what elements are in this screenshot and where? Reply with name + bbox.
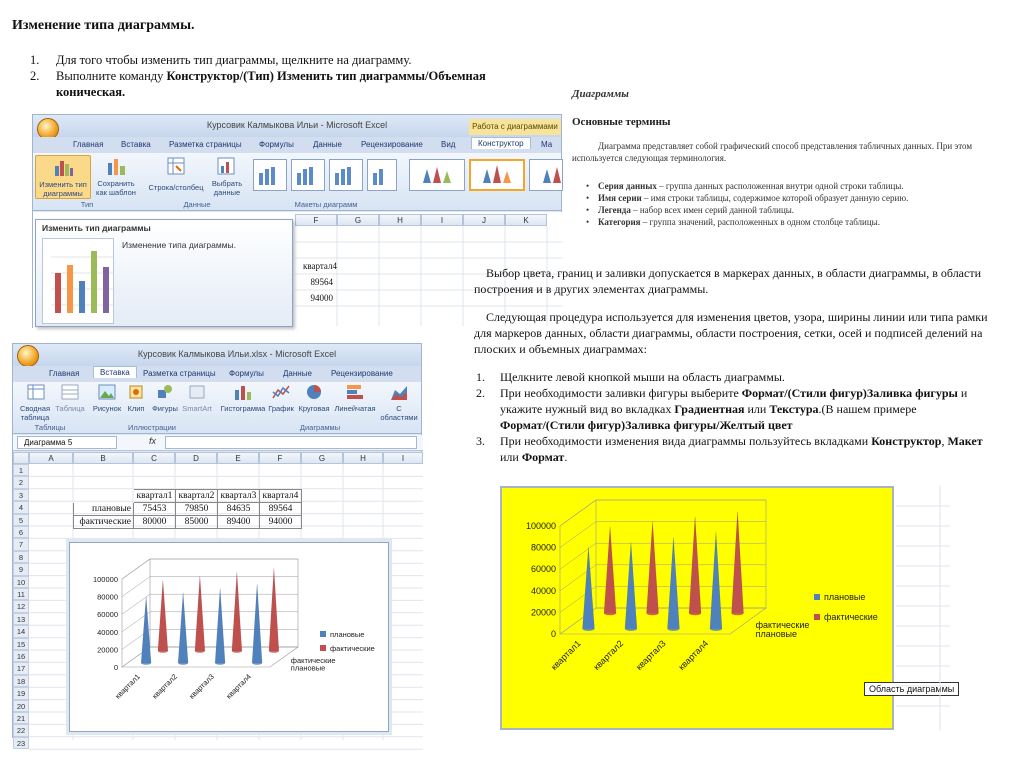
clip-button[interactable]: Клип: [123, 384, 149, 424]
row-header[interactable]: 17: [13, 662, 29, 674]
depth-label: плановые: [755, 629, 797, 640]
table-button[interactable]: Таблица: [55, 384, 85, 424]
row-header[interactable]: 11: [13, 588, 29, 600]
cell-fact-q4[interactable]: 94000: [310, 293, 333, 303]
table-cell[interactable]: квартал2: [176, 490, 218, 503]
cone-base: [732, 611, 744, 615]
cone-base: [667, 627, 679, 631]
table-cell[interactable]: 80000: [134, 516, 176, 529]
y-tick-label: 0: [113, 663, 118, 672]
y-tick-label: 80000: [97, 592, 118, 602]
term-item: • Имя серии – имя строки таблицы, содержимое которой образует данную серию.: [572, 192, 992, 204]
row-header[interactable]: 19: [13, 687, 29, 699]
tab-review[interactable]: Рецензирование: [331, 369, 393, 378]
step-1: 1. Для того чтобы изменить тип диаграммы, щелкните на диаграмму.: [30, 53, 412, 67]
switch-row-column-icon: [167, 157, 185, 175]
category-label: квартал4: [224, 672, 253, 701]
pie-chart-icon: [305, 384, 323, 400]
cone-фактические: [647, 521, 659, 613]
line-chart-icon: [272, 384, 290, 400]
chart-type-icon: [54, 158, 74, 176]
category-label: квартал3: [187, 672, 216, 701]
histogram-button[interactable]: Гистограмма: [219, 384, 267, 424]
corner-cell[interactable]: [13, 452, 29, 464]
row-header[interactable]: 23: [13, 737, 29, 749]
tooltip-change-chart-type: [35, 219, 293, 327]
tab-page-layout[interactable]: Разметка страницы: [143, 369, 216, 378]
table-cell[interactable]: 75453: [134, 503, 176, 516]
tab-formulas[interactable]: Формулы: [259, 140, 294, 149]
cone-base: [582, 627, 594, 631]
smartart-icon: [189, 384, 205, 400]
terms-block: [566, 80, 996, 250]
background-grid-right: [896, 486, 950, 730]
legend-swatch: [320, 645, 326, 651]
group-tables-label: Таблицы: [34, 423, 66, 432]
formula-input[interactable]: [165, 436, 417, 449]
cone-base: [141, 661, 151, 665]
depth-label: фактические: [755, 620, 810, 631]
picture-icon: [98, 384, 116, 400]
row-header[interactable]: 16: [13, 650, 29, 662]
change-chart-type-button[interactable]: Изменить тип диаграммы: [35, 155, 91, 199]
data-table: [73, 489, 302, 529]
depth-label: плановые: [290, 663, 326, 673]
row-header[interactable]: 10: [13, 576, 29, 588]
col-header: F: [295, 214, 337, 226]
col-header[interactable]: I: [383, 452, 423, 464]
col-header[interactable]: E: [217, 452, 259, 464]
window-title: Курсовик Калмыкова Ильи - Microsoft Excel: [33, 115, 561, 137]
y-tick-label: 80000: [530, 542, 556, 553]
row-header[interactable]: 12: [13, 600, 29, 612]
tab-home[interactable]: Главная: [49, 369, 80, 378]
gridline: [560, 543, 596, 569]
select-data-button[interactable]: Выбрать данные: [207, 155, 247, 199]
tab-design[interactable]: Конструктор: [471, 137, 531, 149]
formula-bar: [13, 435, 423, 451]
col-header[interactable]: F: [259, 452, 301, 464]
page-title: Изменение типа диаграммы.: [12, 18, 195, 33]
category-label: квартал4: [676, 638, 711, 673]
select-data-icon: [217, 157, 235, 175]
tab-data[interactable]: Данные: [313, 140, 342, 149]
col-header[interactable]: G: [301, 452, 343, 464]
term-item: • Категория – группа значений, расположенных в одном столбце таблицы.: [572, 216, 992, 228]
row-header[interactable]: 5: [13, 514, 29, 526]
tooltip-text: Изменение типа диаграммы.: [122, 240, 237, 250]
col-header[interactable]: A: [29, 452, 73, 464]
cell-q4-header[interactable]: квартал4: [303, 261, 337, 271]
cell-plan-q4[interactable]: 89564: [310, 277, 333, 287]
paragraph-2: Следующая процедура используется для изменения цветов, узора, ширины линии или типа рамки для маркеров данных, области диаграммы, области построения, сетки, осей и подписей делений на плоских и объемных диаграммах:: [474, 310, 988, 356]
gridline: [122, 577, 150, 597]
y-tick-label: 40000: [530, 585, 556, 596]
y-tick-label: 60000: [97, 610, 118, 620]
table-cell[interactable]: 89400: [218, 516, 260, 529]
group-illustrations-label: Иллюстрации: [128, 423, 176, 432]
steps2-list: [476, 369, 990, 465]
cone-фактические: [158, 581, 168, 651]
col-header[interactable]: D: [175, 452, 217, 464]
table-cell[interactable]: [74, 490, 134, 503]
cone-base: [178, 661, 188, 665]
term-item: • Легенда – набор всех имен серий данной таблицы.: [572, 204, 992, 216]
area-chart-button[interactable]: С областями: [377, 384, 421, 424]
cone-плановые: [625, 543, 637, 629]
y-tick-label: 20000: [530, 607, 556, 618]
table-cell[interactable]: квартал3: [218, 490, 260, 503]
context-tab-label: Работа с диаграммами: [469, 119, 561, 135]
tab-formulas[interactable]: Формулы: [229, 369, 264, 378]
pivot-table-icon: [27, 384, 45, 400]
cone-плановые: [710, 532, 722, 629]
cone-плановые: [178, 593, 188, 663]
table-row: [74, 503, 302, 516]
steps-list: [30, 52, 550, 100]
row-header[interactable]: 18: [13, 675, 29, 687]
cone-base: [195, 649, 205, 653]
row-header[interactable]: 15: [13, 638, 29, 650]
cone-base: [625, 627, 637, 631]
preview-chart-icon: [43, 239, 115, 325]
sheet-area-2: [13, 452, 423, 748]
tooltip-chart-preview: [42, 238, 114, 324]
y-tick-label: 100000: [92, 575, 118, 584]
table-row: [74, 490, 302, 503]
tab-review[interactable]: Рецензирование: [361, 140, 423, 149]
terms-subheading: Основные термины: [572, 116, 671, 128]
depth-label: фактические: [290, 656, 336, 665]
col-header: G: [337, 214, 379, 226]
term-item: • Серия данных – группа данных расположенная внутри одной строки таблицы.: [572, 180, 992, 192]
office-button[interactable]: [17, 345, 39, 367]
smartart-button[interactable]: SmartArt: [181, 384, 213, 424]
row-header[interactable]: 3: [13, 489, 29, 501]
chart-1[interactable]: [70, 543, 390, 733]
tab-home[interactable]: Главная: [73, 140, 104, 149]
gridline: [122, 559, 150, 579]
layout-gallery[interactable]: [251, 157, 401, 195]
row-header[interactable]: 4: [13, 501, 29, 513]
row-header[interactable]: 13: [13, 613, 29, 625]
style-cones-icon: [417, 163, 563, 187]
table-row: [74, 516, 302, 529]
row-header[interactable]: 22: [13, 724, 29, 736]
row-header[interactable]: 21: [13, 712, 29, 724]
bar-chart-icon: [346, 384, 364, 400]
legend-swatch: [814, 614, 820, 620]
tab-page-layout[interactable]: Разметка страницы: [169, 140, 242, 149]
legend-label: фактические: [824, 612, 878, 622]
legend-label: плановые: [824, 592, 866, 602]
terms-list: [572, 180, 992, 228]
picture-button[interactable]: Рисунок: [91, 384, 123, 424]
category-label: квартал1: [113, 672, 142, 701]
terms-heading: Диаграммы: [572, 88, 629, 100]
row-header[interactable]: 20: [13, 700, 29, 712]
area-chart-icon: [390, 384, 408, 400]
step2-3: 3. При необходимости изменения вида диаграммы пользуйтесь вкладками Конструктор, Макет или Формат.: [476, 434, 983, 464]
cone-base: [158, 649, 168, 653]
window-title: Курсовик Калмыкова Ильи.xlsx - Microsoft Excel: [13, 344, 421, 366]
legend-label: фактические: [330, 644, 375, 653]
tab-insert[interactable]: Вставка: [121, 140, 151, 149]
save-template-button[interactable]: Сохранить как шаблон: [93, 155, 139, 199]
fx-icon[interactable]: fx: [149, 436, 157, 446]
paragraph-1: Выбор цвета, границ и заливки допускается в маркерах данных, в области диаграммы, в области построения и в других элементах диаграммы.: [474, 266, 981, 296]
legend-swatch: [320, 631, 326, 637]
table-cell[interactable]: квартал4: [260, 490, 302, 503]
histogram-icon: [234, 384, 252, 400]
group-charts-label: Диаграммы: [299, 423, 341, 432]
group-layouts-label: Макеты диаграмм: [294, 200, 358, 209]
cone-фактические: [604, 527, 616, 613]
chart-2[interactable]: [502, 488, 892, 728]
col-header[interactable]: B: [73, 452, 133, 464]
table-icon: [61, 384, 79, 400]
gridline: [560, 500, 596, 526]
terms-intro: Диаграмма представляет собой графический способ представления табличных данных. При этом используется следующая терминология.: [572, 141, 973, 163]
row-header[interactable]: 6: [13, 526, 29, 538]
table-cell[interactable]: плановые: [74, 503, 134, 516]
chart-2-frame[interactable]: [500, 486, 894, 730]
table-cell[interactable]: фактические: [74, 516, 134, 529]
layout-bars-icon: [257, 163, 397, 187]
category-label: квартал1: [548, 638, 583, 673]
row-header[interactable]: 2: [13, 476, 29, 488]
cone-плановые: [667, 537, 679, 628]
tab-view[interactable]: Вид: [441, 140, 456, 149]
step2-2: 2. При необходимости заливки фигуры выберите Формат/(Стили фигур)Заливка фигуры и укажите нужный вид во вкладках Градиентная или Текстура.(В нашем примере Формат/(Стили фигур)Заливка фигуры/Желтый цвет: [476, 386, 968, 432]
category-label: квартал2: [591, 638, 626, 673]
cone-base: [647, 611, 659, 615]
cone-base: [689, 611, 701, 615]
table-cell[interactable]: 84635: [218, 503, 260, 516]
tab-insert[interactable]: Вставка: [93, 366, 137, 378]
cone-фактические: [195, 576, 205, 651]
step2-1: 1. Щелкните левой кнопкой мыши на область диаграммы.: [476, 370, 785, 384]
cone-base: [710, 627, 722, 631]
row-header[interactable]: 7: [13, 538, 29, 550]
pivot-table-button[interactable]: Сводная таблица: [15, 384, 55, 424]
switch-row-column-button[interactable]: Строка/столбец: [145, 155, 207, 199]
shapes-icon: [157, 384, 173, 400]
col-header: I: [421, 214, 463, 226]
bar-chart-button[interactable]: Линейчатая: [333, 384, 377, 424]
tab-more[interactable]: Ма: [541, 140, 553, 149]
chart-1-frame[interactable]: [69, 542, 389, 732]
style-gallery[interactable]: [407, 157, 563, 195]
shapes-button[interactable]: Фигуры: [149, 384, 181, 424]
col-header: K: [505, 214, 547, 226]
row-header[interactable]: 9: [13, 563, 29, 575]
col-header: H: [379, 214, 421, 226]
group-data-label: Данные: [183, 200, 211, 209]
gridline: [560, 522, 596, 548]
group-type-label: Тип: [80, 200, 94, 209]
y-tick-label: 20000: [97, 645, 118, 655]
table-cell[interactable]: 85000: [176, 516, 218, 529]
category-label: квартал3: [633, 638, 668, 673]
cone-фактические: [732, 512, 744, 614]
table-cell[interactable]: 79850: [176, 503, 218, 516]
cone-base: [269, 649, 279, 653]
tooltip-title: Изменить тип диаграммы: [42, 223, 151, 233]
tab-data[interactable]: Данные: [283, 369, 312, 378]
cone-плановые: [582, 547, 594, 628]
table-cell[interactable]: квартал1: [134, 490, 176, 503]
row-header[interactable]: 1: [13, 464, 29, 476]
legend-swatch: [814, 594, 820, 600]
chart-area-tooltip: Область диаграммы: [864, 682, 959, 696]
cone-плановые: [215, 589, 225, 663]
legend-label: плановые: [330, 630, 365, 639]
y-tick-label: 0: [550, 629, 556, 639]
cone-base: [604, 611, 616, 615]
category-label: квартал2: [150, 672, 179, 701]
cone-base: [252, 661, 262, 665]
y-tick-label: 60000: [530, 564, 556, 575]
col-header: J: [463, 214, 505, 226]
cone-фактические: [269, 568, 279, 651]
row-header[interactable]: 14: [13, 625, 29, 637]
cone-base: [232, 649, 242, 653]
row-header[interactable]: 8: [13, 551, 29, 563]
step-2: 2. Выполните команду Конструктор/(Тип) Изменить тип диаграммы/Объемная коническая.: [30, 69, 486, 99]
y-tick-label: 100000: [525, 521, 556, 531]
y-tick-label: 40000: [97, 627, 118, 637]
col-header[interactable]: H: [343, 452, 383, 464]
col-header[interactable]: C: [133, 452, 175, 464]
pie-chart-button[interactable]: Круговая: [295, 384, 333, 424]
name-box[interactable]: Диаграмма 5: [17, 436, 117, 449]
cone-плановые: [252, 584, 262, 663]
table-cell[interactable]: 94000: [260, 516, 302, 529]
excel-window-2: [12, 343, 422, 748]
clip-icon: [128, 384, 144, 400]
line-chart-button[interactable]: График: [267, 384, 295, 424]
cone-base: [215, 661, 225, 665]
save-template-icon: [107, 157, 127, 175]
table-cell[interactable]: 89564: [260, 503, 302, 516]
